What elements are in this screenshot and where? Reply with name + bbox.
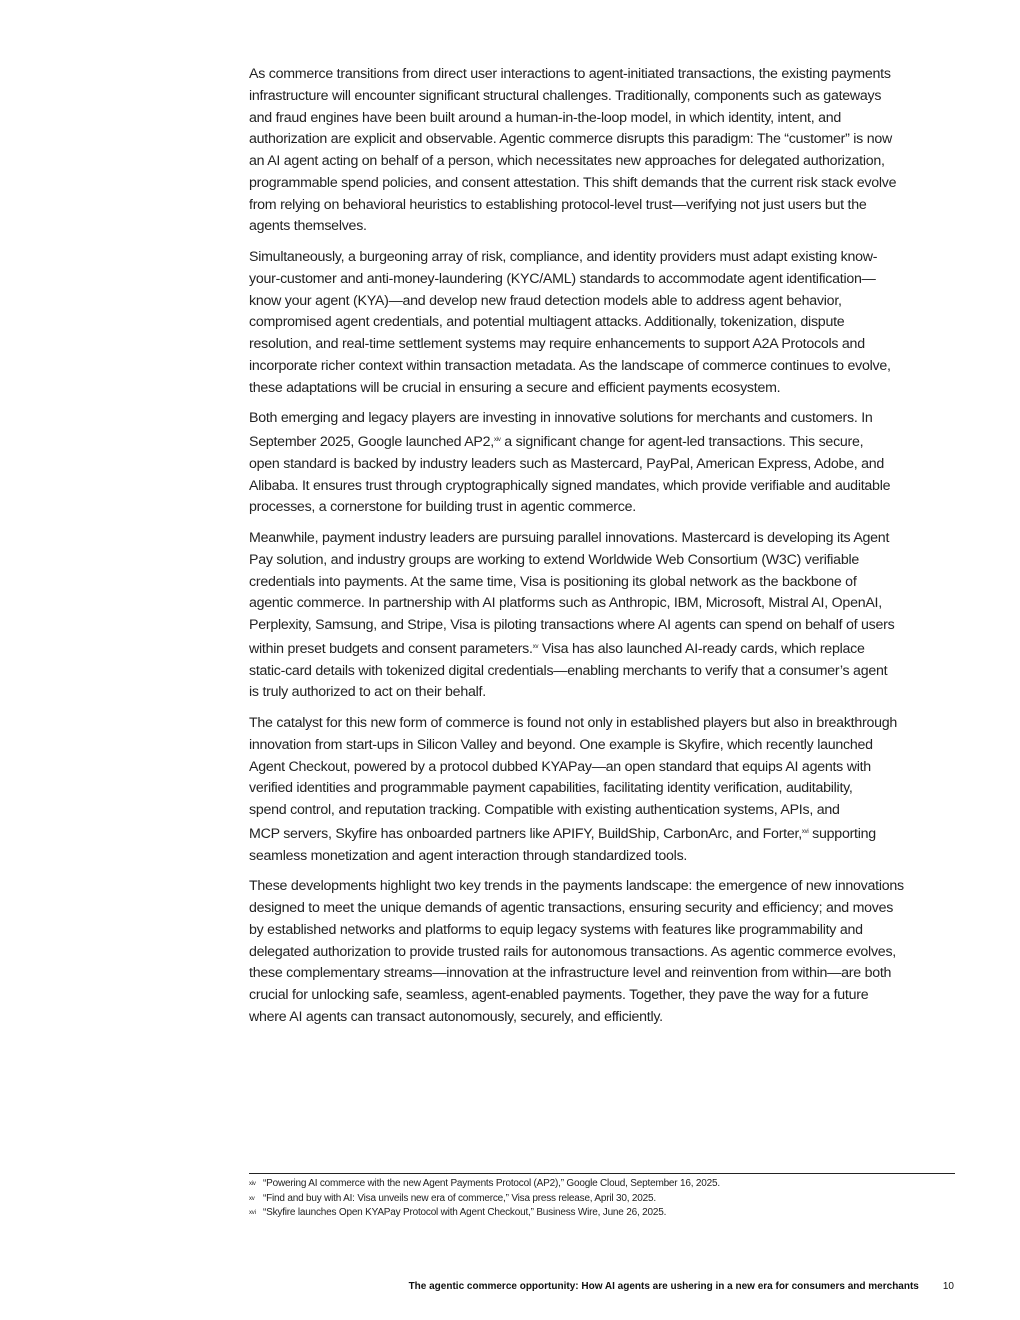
text-line — [249, 713, 959, 735]
text-line — [249, 876, 959, 898]
text-line — [249, 572, 959, 594]
footnote-divider — [249, 1173, 955, 1174]
line-text: within preset budgets and consent parameters. — [249, 640, 533, 657]
paragraph — [249, 247, 959, 399]
text-line — [249, 334, 959, 356]
footnote-reference[interactable]: xv — [532, 643, 539, 650]
text-line — [249, 216, 959, 238]
footnotes — [249, 1177, 955, 1221]
line-text: spend control, and reputation tracking. Compatible with existing authentication systems, APIs, and — [249, 802, 840, 818]
line-text: Perplexity, Samsung, and Stripe, Visa is piloting transactions where AI agents can spend on behalf of users — [249, 617, 895, 633]
text-line — [249, 637, 959, 661]
line-text: verified identities and programmable payment capabilities, facilitating identity verification, auditability, — [249, 780, 853, 797]
page-footer — [409, 1281, 954, 1292]
page-number: 10 — [942, 1281, 954, 1292]
footnote-mark: xvi — [249, 1210, 256, 1216]
text-line — [249, 151, 959, 173]
paragraph — [249, 64, 959, 238]
line-text: infrastructure will encounter significant structural challenges. Traditionally, components such as gateways — [249, 87, 882, 104]
line-text: Agent Checkout, powered by a protocol dubbed KYAPay—an open standard that equips AI agents with — [249, 758, 871, 775]
line-text: agentic commerce. In partnership with AI platforms such as Anthropic, IBM, Microsoft, Mistral AI, OpenAI, — [249, 595, 882, 612]
text-line — [249, 269, 959, 291]
line-text: these adaptations will be crucial in ensuring a secure and efficient payments ecosystem. — [249, 379, 781, 396]
text-line — [249, 173, 959, 195]
text-line — [249, 86, 959, 108]
paragraph — [249, 528, 959, 704]
line-text: supporting — [808, 825, 876, 842]
line-text: Visa has also launched AI-ready cards, which replace — [538, 640, 865, 657]
line-text: crucial for unlocking safe, seamless, agent-enabled payments. Together, they pave the way for a future — [249, 987, 869, 1003]
text-line — [249, 454, 959, 476]
line-text: your-customer and anti-money-laundering (KYC/AML) standards to accommodate agent identification— — [249, 270, 876, 287]
text-line — [249, 312, 959, 334]
text-line — [249, 550, 959, 572]
text-line — [249, 661, 959, 683]
footer-title: The agentic commerce opportunity: How AI agents are ushering in a new era for consumers and merchants — [408, 1281, 919, 1292]
line-text: As commerce transitions from direct user interactions to agent-initiated transactions, the existing payments — [249, 66, 891, 82]
text-line — [249, 378, 959, 400]
footnote-text: “Find and buy with AI: Visa unveils new era of commerce,” Visa press release, April 30, 2025. — [263, 1192, 656, 1204]
line-text: designed to meet the unique demands of agentic transactions, ensuring security and efficiency; and moves — [249, 900, 894, 916]
footnote-reference[interactable]: xiv — [493, 437, 501, 443]
line-text: and fraud engines have been built around a human-in-the-loop model, in which identity, intent, and — [249, 109, 842, 126]
line-text: credentials into payments. At the same time, Visa is positioning its global network as the backbone of — [249, 573, 857, 590]
line-text: authorization are explicit and observable. Agentic commerce disrupts this paradigm: The “customer” is now — [249, 131, 892, 148]
line-text: MCP servers, Skyfire has onboarded partners like APIFY, BuildShip, CarbonArc, and Forter, — [249, 825, 802, 842]
line-text: from relying on behavioral heuristics to establishing protocol-level trust—verifying not just users but the — [249, 196, 867, 213]
text-line — [249, 247, 959, 269]
line-text: is truly authorized to act on their behalf. — [249, 684, 486, 701]
line-text: these complementary streams—innovation at the infrastructure level and reinvention from within—are both — [249, 965, 892, 982]
text-line — [249, 920, 959, 942]
line-text: Pay solution, and industry groups are working to extend Worldwide Web Consortium (W3C) verifiable — [249, 551, 860, 568]
text-line — [249, 408, 959, 430]
footnote-mark: xv — [249, 1195, 255, 1202]
body-text — [249, 64, 959, 1038]
text-line — [249, 291, 959, 313]
line-text: where AI agents can transact autonomously, securely, and efficiently. — [249, 1008, 663, 1025]
text-line — [249, 129, 959, 151]
text-line — [249, 778, 959, 800]
line-text: seamless monetization and agent interaction through standardized tools. — [249, 847, 688, 864]
text-line — [249, 898, 959, 920]
footnote — [249, 1177, 955, 1192]
text-line — [249, 528, 959, 550]
line-text: delegated authorization to provide trusted rails for autonomous transactions. As agentic commerce evolves, — [249, 943, 896, 960]
footnote-reference[interactable]: xvi — [801, 828, 809, 835]
text-line — [249, 615, 959, 637]
line-text: open standard is backed by industry leaders such as Mastercard, PayPal, American Express, Adobe, and — [249, 455, 885, 472]
line-text: processes, a cornerstone for building trust in agentic commerce. — [249, 499, 636, 516]
text-line — [249, 735, 959, 757]
footnote — [249, 1206, 955, 1221]
line-text: Simultaneously, a burgeoning array of risk, compliance, and identity providers must adapt existing know- — [249, 249, 878, 265]
line-text: agents themselves. — [249, 218, 367, 235]
line-text: September 2025, Google launched AP2, — [249, 434, 494, 450]
line-text: innovation from start-ups in Silicon Valley and beyond. One example is Skyfire, which recently launched — [249, 736, 873, 753]
text-line — [249, 430, 959, 454]
text-line — [249, 476, 959, 498]
line-text: incorporate richer context within transaction metadata. As the landscape of commerce continues to evolve, — [249, 357, 891, 374]
paragraph — [249, 876, 959, 1028]
line-text: resolution, and real-time settlement systems may require enhancements to support A2A Protocols and — [249, 336, 865, 352]
footnote — [249, 1192, 955, 1207]
footnote-text: “Skyfire launches Open KYAPay Protocol with Agent Checkout,” Business Wire, June 26, 2025. — [263, 1207, 667, 1218]
text-line — [249, 593, 959, 615]
line-text: by established networks and platforms to equip legacy systems with features like programmability and — [249, 921, 863, 938]
text-line — [249, 497, 959, 519]
paragraph — [249, 713, 959, 867]
line-text: Alibaba. It ensures trust through cryptographically signed mandates, which provide verifiable and auditable — [249, 477, 891, 494]
line-text: Meanwhile, payment industry leaders are pursuing parallel innovations. Mastercard is developing its Agent — [249, 530, 890, 546]
text-line — [249, 1007, 959, 1029]
text-line — [249, 822, 959, 846]
text-line — [249, 800, 959, 822]
line-text: compromised agent credentials, and potential multiagent attacks. Additionally, tokenization, dispute — [249, 314, 845, 331]
text-line — [249, 682, 959, 704]
text-line — [249, 757, 959, 779]
text-line — [249, 985, 959, 1007]
footnote-mark: xiv — [249, 1181, 256, 1187]
line-text: know your agent (KYA)—and develop new fraud detection models able to address agent behavior, — [249, 292, 842, 309]
line-text: static-card details with tokenized digital credentials—enabling merchants to verify that a consumer’s agent — [249, 662, 888, 679]
text-line — [249, 942, 959, 964]
text-line — [249, 963, 959, 985]
footnote-text: “Powering AI commerce with the new Agent Payments Protocol (AP2),” Google Cloud, September 16, 2025. — [263, 1178, 720, 1189]
text-line — [249, 846, 959, 868]
text-line — [249, 195, 959, 217]
line-text: programmable spend policies, and consent attestation. This shift demands that the current risk stack evolve — [249, 174, 897, 191]
line-text: Both emerging and legacy players are investing in innovative solutions for merchants and customers. In — [249, 410, 873, 427]
text-line — [249, 108, 959, 130]
text-line — [249, 356, 959, 378]
line-text: a significant change for agent-led transactions. This secure, — [500, 434, 864, 450]
line-text: The catalyst for this new form of commerce is found not only in established players but also in breakthrough — [249, 715, 898, 731]
line-text: an AI agent acting on behalf of a person, which necessitates new approaches for delegated authorization, — [249, 153, 885, 169]
line-text: These developments highlight two key trends in the payments landscape: the emergence of new innovations — [249, 878, 904, 895]
text-line — [249, 64, 959, 86]
paragraph — [249, 408, 959, 519]
